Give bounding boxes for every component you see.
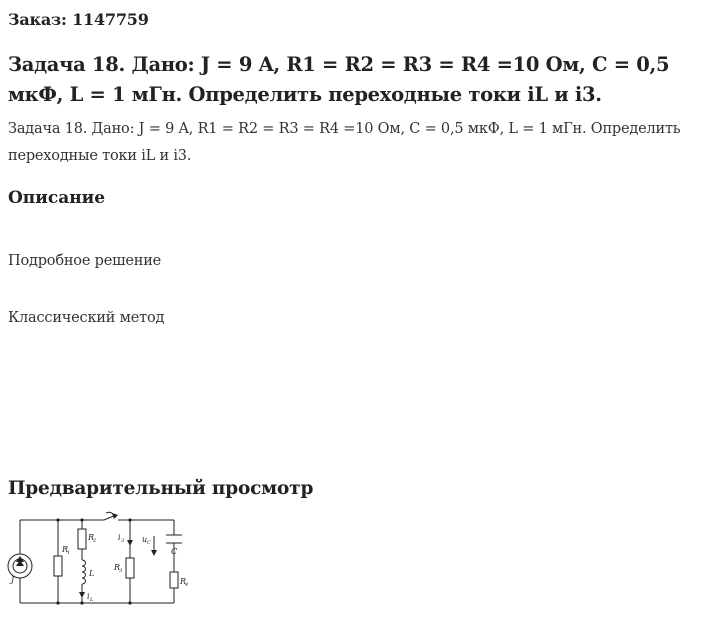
resistor-r4 <box>170 572 178 588</box>
label-r3: R <box>114 563 121 572</box>
label-voltage-c: u <box>142 535 148 544</box>
circuit-diagram <box>6 510 192 608</box>
label-r1: R <box>62 545 69 554</box>
order-number: Заказ: 1147759 <box>8 10 149 29</box>
label-voltage-c-sub: C <box>147 540 151 546</box>
inductor-coil <box>82 560 86 584</box>
label-current-3: i <box>118 533 121 542</box>
label-r4-sub: 4 <box>185 582 189 588</box>
description-paragraph: Подробное решение <box>8 253 162 269</box>
label-inductor: L <box>89 569 95 578</box>
label-r3-sub: 3 <box>119 568 123 574</box>
description-paragraph: Классический метод <box>8 310 165 326</box>
preview-heading: Предварительный просмотр <box>8 478 314 499</box>
resistor-r1 <box>54 556 62 576</box>
label-current-l: i <box>87 592 90 601</box>
label-r4: R <box>180 577 187 586</box>
task-title: Задача 18. Дано: J = 9 A, R1 = R2 = R3 = R4 =10 Ом, С = 0,5 мкФ, L = 1 мГн. Определить переходные токи iL и i3. <box>8 53 670 106</box>
label-r1-sub: 1 <box>67 550 71 556</box>
label-capacitor: C <box>171 547 178 556</box>
label-r2-sub: 2 <box>93 538 97 544</box>
description-heading: Описание <box>8 188 106 208</box>
label-current-l-sub: L <box>90 597 94 603</box>
resistor-r3 <box>126 558 134 578</box>
label-source: J <box>11 575 15 584</box>
label-current-3-sub: 3 <box>121 538 125 544</box>
resistor-r2 <box>78 529 86 549</box>
task-text: Задача 18. Дано: J = 9 A, R1 = R2 = R3 = R4 =10 Ом, С = 0,5 мкФ, L = 1 мГн. Определить переходные токи iL и i3. <box>8 121 681 164</box>
label-r2: R <box>88 533 95 542</box>
